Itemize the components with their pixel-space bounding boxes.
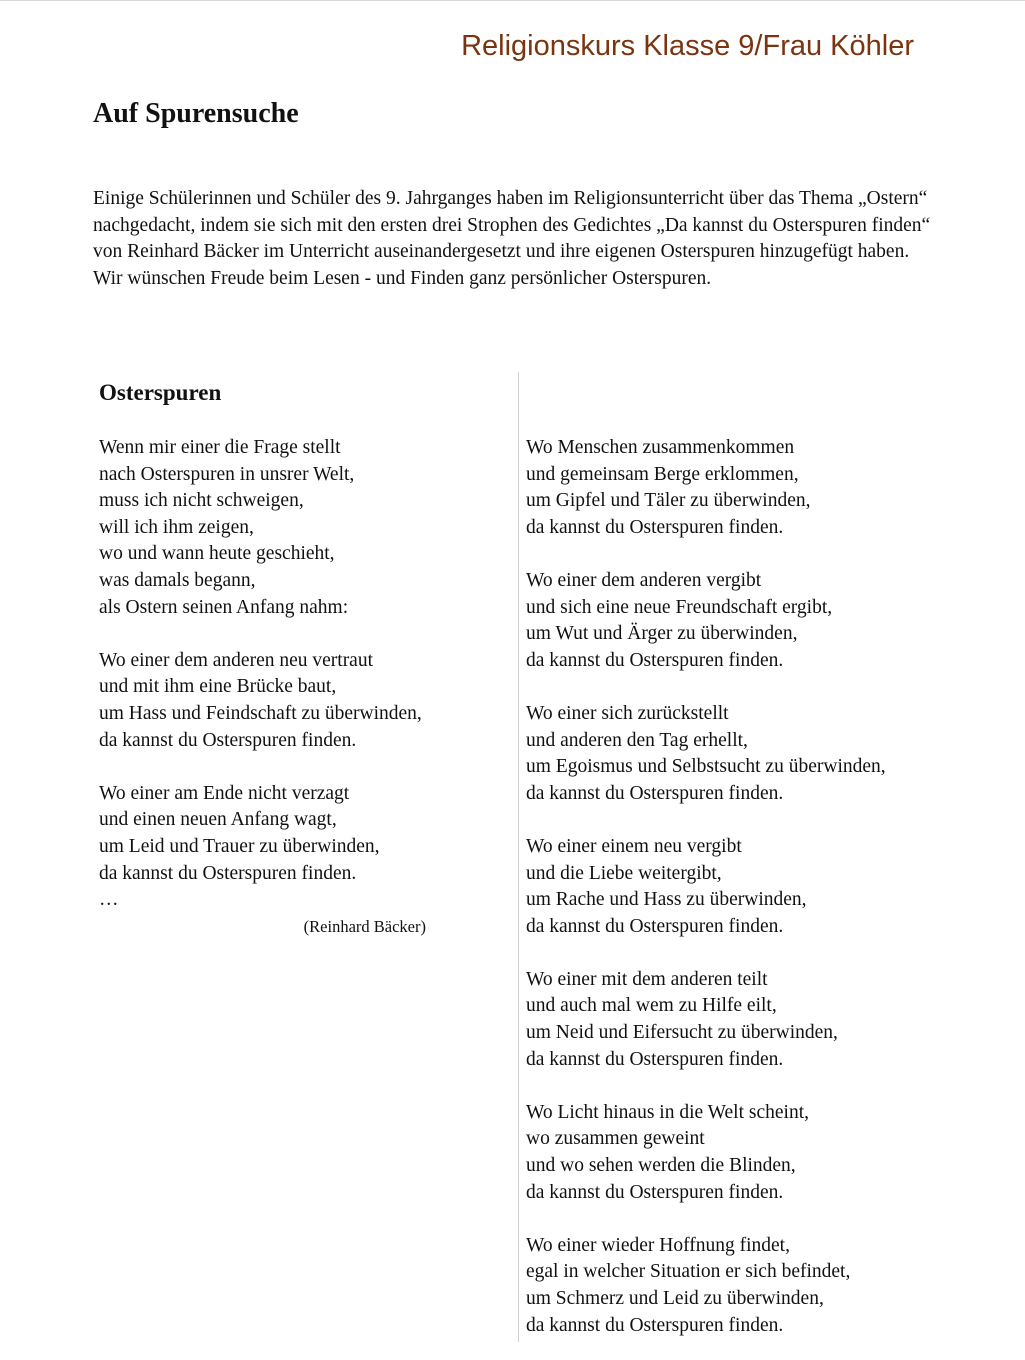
poem-title: Osterspuren [99,380,222,405]
poem-line: Wo Menschen zusammenkommen [526,437,795,458]
poem-line: und anderen den Tag erhellt, [526,729,748,751]
top-divider [0,0,1025,1]
poem-line: und einen neuen Anfang wagt, [99,809,337,831]
column-divider [518,372,519,1342]
poem-left-column [99,435,499,940]
stanza [99,781,499,887]
poem-line: will ich ihm zeigen, [99,516,254,538]
poem-ellipsis: … [99,889,119,911]
poem-line: da kannst du Osterspuren finden. [526,516,784,538]
stanza [526,967,1006,1073]
poem-line: was damals begann, [99,569,256,591]
poem-line: Wo einer wieder Hoffnung findet, [526,1234,790,1256]
poem-line: und gemeinsam Berge erklommen, [526,463,799,485]
stanza [526,1100,1006,1206]
poem-line: um Egoismus und Selbstsucht zu überwinden, [526,756,886,778]
poem-line: um Gipfel und Täler zu überwinden, [526,490,811,512]
poem-line: und auch mal wem zu Hilfe eilt, [526,995,777,1017]
stanza [526,1233,1006,1339]
poem-line: da kannst du Osterspuren finden. [526,1314,784,1336]
poem-line: Wo einer am Ende nicht verzagt [99,782,350,804]
poem-author: (Reinhard Bäcker) [303,916,426,936]
poem-line: Wo einer dem anderen vergibt [526,569,762,591]
stanza [526,568,1006,674]
poem-line: nach Osterspuren in unsrer Welt, [99,463,355,485]
poem-line: und die Liebe weitergibt, [526,862,722,884]
poem-line: wo und wann heute geschieht, [99,543,335,565]
poem-line: da kannst du Osterspuren finden. [526,1048,784,1070]
poem-line: Wo einer dem anderen neu vertraut [99,649,374,671]
poem-line: da kannst du Osterspuren finden. [526,1181,784,1203]
course-header: Religionskurs Klasse 9/Frau Köhler [461,30,914,62]
poem-line: Wenn mir einer die Frage stellt [99,437,341,458]
poem-line: da kannst du Osterspuren finden. [99,862,357,884]
poem-line: wo zusammen geweint [526,1128,705,1150]
stanza [99,435,499,621]
poem-line: egal in welcher Situation er sich befindet, [526,1261,851,1283]
poem-line: da kannst du Osterspuren finden. [526,649,784,671]
poem-line: da kannst du Osterspuren finden. [99,729,357,751]
poem-right-column [526,435,1006,1339]
poem-line: und wo sehen werden die Blinden, [526,1155,796,1177]
poem-line: um Neid und Eifersucht zu überwinden, [526,1022,838,1044]
poem-line: Wo einer mit dem anderen teilt [526,968,768,990]
poem-line: um Schmerz und Leid zu überwinden, [526,1288,824,1309]
poem-line: Wo einer einem neu vergibt [526,835,742,857]
poem-line: Wo Licht hinaus in die Welt scheint, [526,1101,809,1123]
poem-line: und mit ihm eine Brücke baut, [99,676,337,698]
poem-line: als Ostern seinen Anfang nahm: [99,596,349,618]
stanza [526,701,1006,807]
stanza [99,648,499,754]
document-title: Auf Spurensuche [93,98,299,129]
stanza [526,435,1006,541]
intro-paragraph: Einige Schülerinnen und Schüler des 9. Jahrganges haben im Religionsunterricht über das Thema „Ostern“ nachgedacht, indem sie sich mit den ersten drei Strophen des Gedichtes „Da kannst du Osterspuren finden“ von Reinhard Bäcker im Unterricht auseinandergesetzt und ihre eigenen Osterspuren hinzugefügt haben. Wir wünschen Freude beim Lesen - und Finden ganz persönlicher Osterspuren. [93,188,931,289]
poem-line: da kannst du Osterspuren finden. [526,782,784,804]
poem-line: da kannst du Osterspuren finden. [526,915,784,937]
poem-line: und sich eine neue Freundschaft ergibt, [526,596,833,618]
poem-line: muss ich nicht schweigen, [99,490,304,512]
stanza [526,834,1006,940]
poem-line: um Leid und Trauer zu überwinden, [99,835,380,857]
poem-line: um Rache und Hass zu überwinden, [526,889,807,911]
poem-line: um Hass und Feindschaft zu überwinden, [99,702,422,724]
poem-line: um Wut und Ärger zu überwinden, [526,623,798,645]
poem-line: Wo einer sich zurückstellt [526,702,729,724]
